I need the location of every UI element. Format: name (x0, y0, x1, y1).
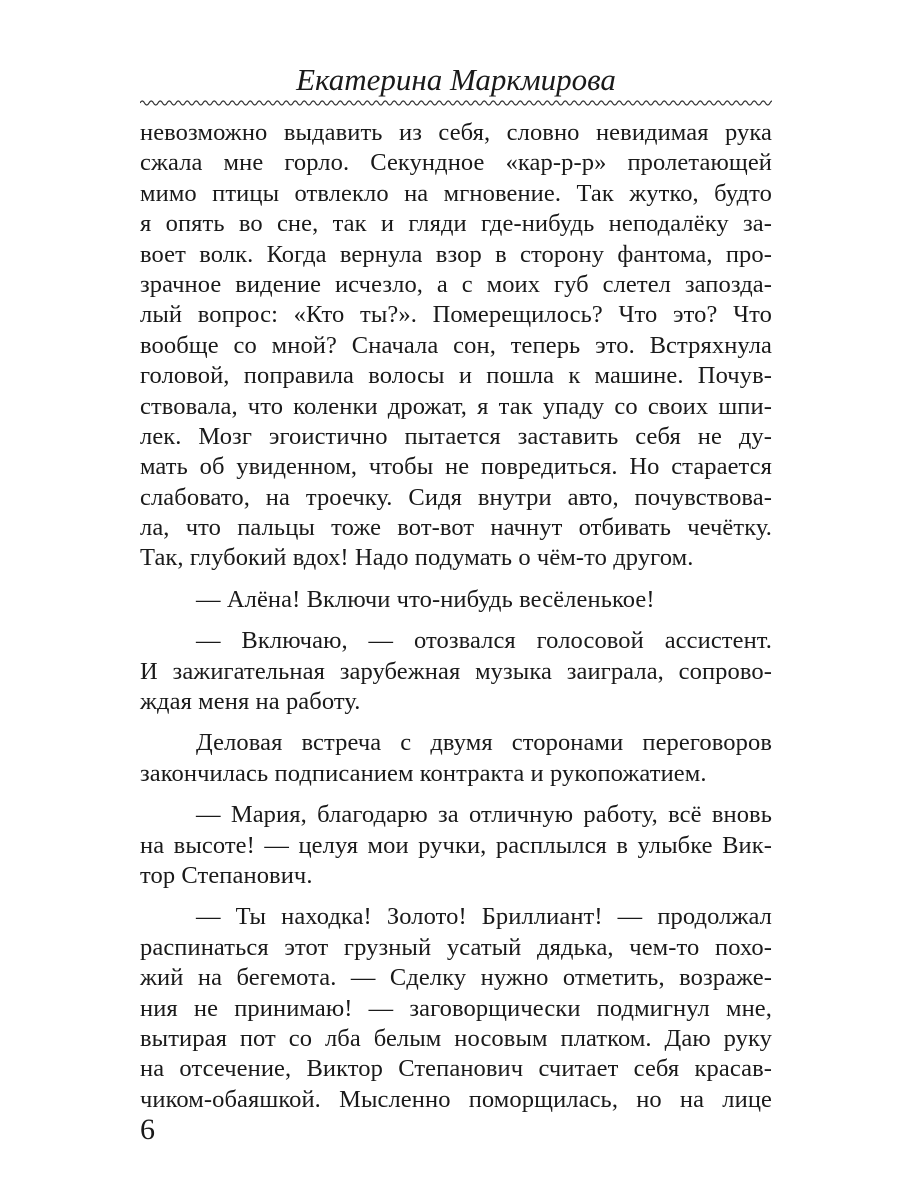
text-line: ния не принимаю! — заговорщически подмигнул мне, (140, 994, 772, 1022)
text-line: вытирая пот со лба белым носовым платком. Даю руку (140, 1024, 772, 1052)
text-line: лый вопрос: «Кто ты?». Померещилось? Что это? Что (140, 301, 772, 329)
text-line: закончилась подписанием контракта и рукопожатием. (140, 759, 707, 787)
text-line: — Ты находка! Золото! Бриллиант! — продолжал (196, 903, 772, 931)
text-line: головой, поправила волосы и пошла к машине. Почув- (140, 362, 772, 390)
text-line: мимо птицы отвлекло на мгновение. Так жутко, будто (140, 179, 772, 207)
text-line: сжала мне горло. Секундное «кар-р-р» пролетающей (140, 149, 772, 177)
wavy-rule-divider (140, 96, 772, 110)
text-line: я опять во сне, так и гляди где-нибудь неподалёку за- (140, 210, 772, 238)
text-line: распинаться этот грузный усатый дядька, чем-то похо- (140, 933, 772, 961)
paragraph (140, 902, 772, 1115)
text-line: ствовала, что коленки дрожат, я так упаду со своих шпи- (140, 392, 772, 420)
body-text (140, 118, 772, 1115)
text-line: тор Степанович. (140, 861, 313, 889)
text-line: невозможно выдавить из себя, словно невидимая рука (140, 119, 772, 146)
text-line: на высоте! — целуя мои ручки, расплылся в улыбке Вик- (140, 831, 772, 859)
text-line: жий на бегемота. — Сделку нужно отметить, возраже- (140, 964, 772, 992)
text-line: — Включаю, — отозвался голосовой ассистент. (196, 627, 772, 655)
text-line: мать об увиденном, чтобы не повредиться. Но старается (140, 453, 772, 481)
paragraph (140, 800, 772, 891)
page-number: 6 (140, 1113, 155, 1146)
text-line: вообще со мной? Сначала сон, теперь это. Встряхнула (140, 331, 772, 359)
text-line: воет волк. Когда вернула взор в сторону фантома, про- (140, 240, 772, 268)
text-line: — Алёна! Включи что-нибудь весёленькое! (196, 585, 655, 613)
text-line: слабовато, на троечку. Сидя внутри авто, почувствова- (140, 483, 772, 511)
text-line: лек. Мозг эгоистично пытается заставить себя не ду- (140, 422, 772, 450)
text-line: чиком-обаяшкой. Мысленно поморщилась, но на лице (140, 1085, 772, 1113)
running-head-author: Екатерина Маркмирова (296, 62, 616, 97)
text-line: И зажигательная зарубежная музыка заиграла, сопрово- (140, 657, 772, 685)
text-line: — Мария, благодарю за отличную работу, всё вновь (196, 801, 772, 829)
paragraph (140, 585, 772, 615)
paragraph (140, 626, 772, 717)
text-line: зрачное видение исчезло, а с моих губ слетел запозда- (140, 270, 772, 298)
text-line: Так, глубокий вдох! Надо подумать о чём-то другом. (140, 544, 694, 572)
paragraph (140, 118, 772, 574)
text-line: ла, что пальцы тоже вот-вот начнут отбивать чечётку. (140, 514, 772, 542)
text-line: Деловая встреча с двумя сторонами переговоров (196, 729, 772, 757)
text-line: на отсечение, Виктор Степанович считает себя красав- (140, 1055, 772, 1083)
text-line: ждая меня на работу. (140, 688, 361, 716)
paragraph (140, 728, 772, 789)
